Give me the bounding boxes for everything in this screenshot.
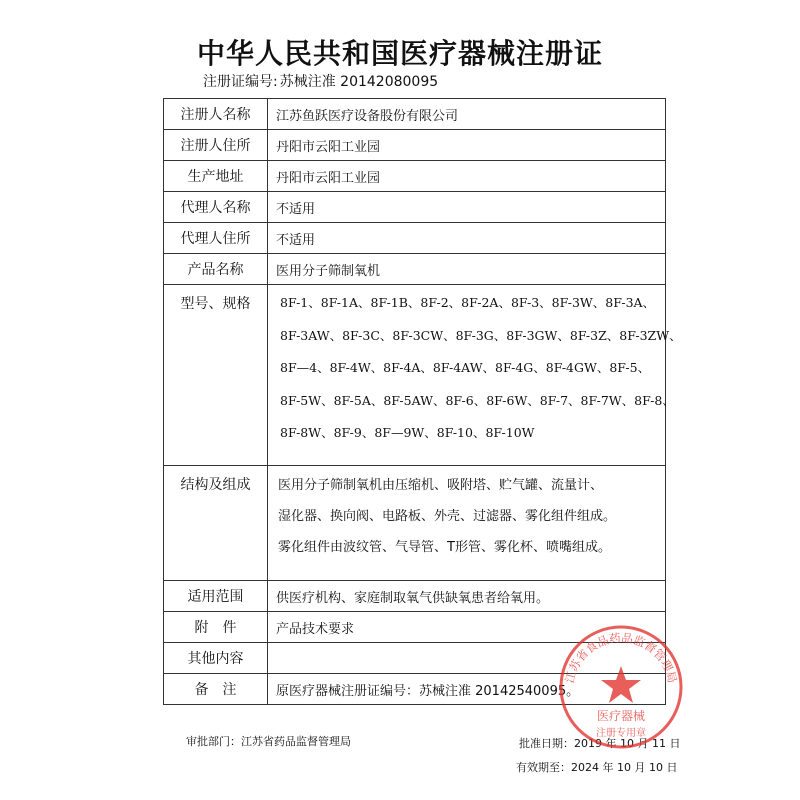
attachment-label: 附 件 [164, 612, 268, 643]
models-label: 型号、规格 [164, 285, 268, 466]
row-agent-name [164, 192, 666, 223]
agent-name-value: 不适用 [268, 192, 666, 223]
certificate-table [163, 98, 682, 705]
scope-value: 供医疗机构、家庭制取氧气供缺氧患者给氧用。 [268, 581, 666, 612]
row-scope [164, 581, 666, 612]
approval-department: 审批部门：江苏省药品监督管理局 [186, 735, 351, 748]
scope-label: 适用范围 [164, 581, 268, 612]
registration-number-label: 注册证编号: [203, 74, 278, 90]
model-line: 8F-1、8F-1A、8F-1B、8F-2、8F-2A、8F-3、8F-3W、8F-3A、 [280, 295, 656, 310]
row-agent-address [164, 223, 666, 254]
registrant-address-value: 丹阳市云阳工业园 [268, 130, 666, 161]
row-models [164, 285, 666, 466]
registration-number [203, 71, 438, 91]
composition-line: 湿化器、换向阀、电路板、外壳、过滤器、雾化组件组成。 [278, 509, 617, 524]
agent-name-label: 代理人名称 [164, 192, 268, 223]
attachment-value: 产品技术要求 [268, 612, 666, 643]
row-product-name [164, 254, 666, 285]
composition-line: 雾化组件由波纹管、气导管、T形管、雾化杯、喷嘴组成。 [278, 540, 611, 555]
agent-address-label: 代理人住所 [164, 223, 268, 254]
other-label: 其他内容 [164, 643, 268, 674]
document-title: 中华人民共和国医疗器械注册证 [196, 37, 603, 70]
official-seal-icon [556, 622, 686, 752]
approval-date: 批准日期：2019 年 10 月 11 日 [519, 737, 681, 750]
remarks-label: 备 注 [164, 674, 268, 705]
composition-line: 医用分子筛制氧机由压缩机、吸附塔、贮气罐、流量计、 [278, 478, 604, 493]
model-line: 8F-3AW、8F-3C、8F-3CW、8F-3G、8F-3GW、8F-3Z、8F-3ZW、 [280, 327, 682, 343]
registrant-name-label: 注册人名称 [164, 99, 268, 130]
row-composition [164, 466, 666, 581]
seal-top-text: 江苏省食品药品监督管理局 [562, 630, 680, 685]
product-name-label: 产品名称 [164, 254, 268, 285]
product-name-value: 医用分子筛制氧机 [268, 254, 666, 285]
seal-bottom-text: 注册专用章 [596, 728, 646, 739]
row-registrant-address [164, 130, 666, 161]
seal-middle-text: 医疗器械 [596, 709, 646, 723]
registration-number-value: 苏械注准 20142080095 [279, 74, 439, 90]
production-address-value: 丹阳市云阳工业园 [268, 161, 666, 192]
row-production-address [164, 161, 666, 192]
remarks-value: 原医疗器械注册证编号：苏械注准 20142540095。 [268, 674, 666, 705]
seal-star-icon [601, 666, 641, 703]
agent-address-value: 不适用 [268, 223, 666, 254]
registrant-name-value: 江苏鱼跃医疗设备股份有限公司 [268, 99, 666, 130]
registrant-address-label: 注册人住所 [164, 130, 268, 161]
model-line: 8F-5W、8F-5A、8F-5AW、8F-6、8F-6W、8F-7、8F-7W、8F-8、 [280, 392, 675, 408]
production-address-label: 生产地址 [164, 161, 268, 192]
models-value [268, 285, 682, 466]
composition-label: 结构及组成 [164, 466, 268, 581]
row-registrant-name [164, 99, 666, 130]
model-line: 8F-8W、8F-9、8F—9W、8F-10、8F-10W [280, 425, 535, 441]
composition-value [268, 466, 666, 581]
valid-until: 有效期至：2024 年 10 月 10 日 [516, 761, 678, 774]
model-line: 8F—4、8F-4W、8F-4A、8F-4AW、8F-4G、8F-4GW、8F-5、 [280, 360, 651, 376]
